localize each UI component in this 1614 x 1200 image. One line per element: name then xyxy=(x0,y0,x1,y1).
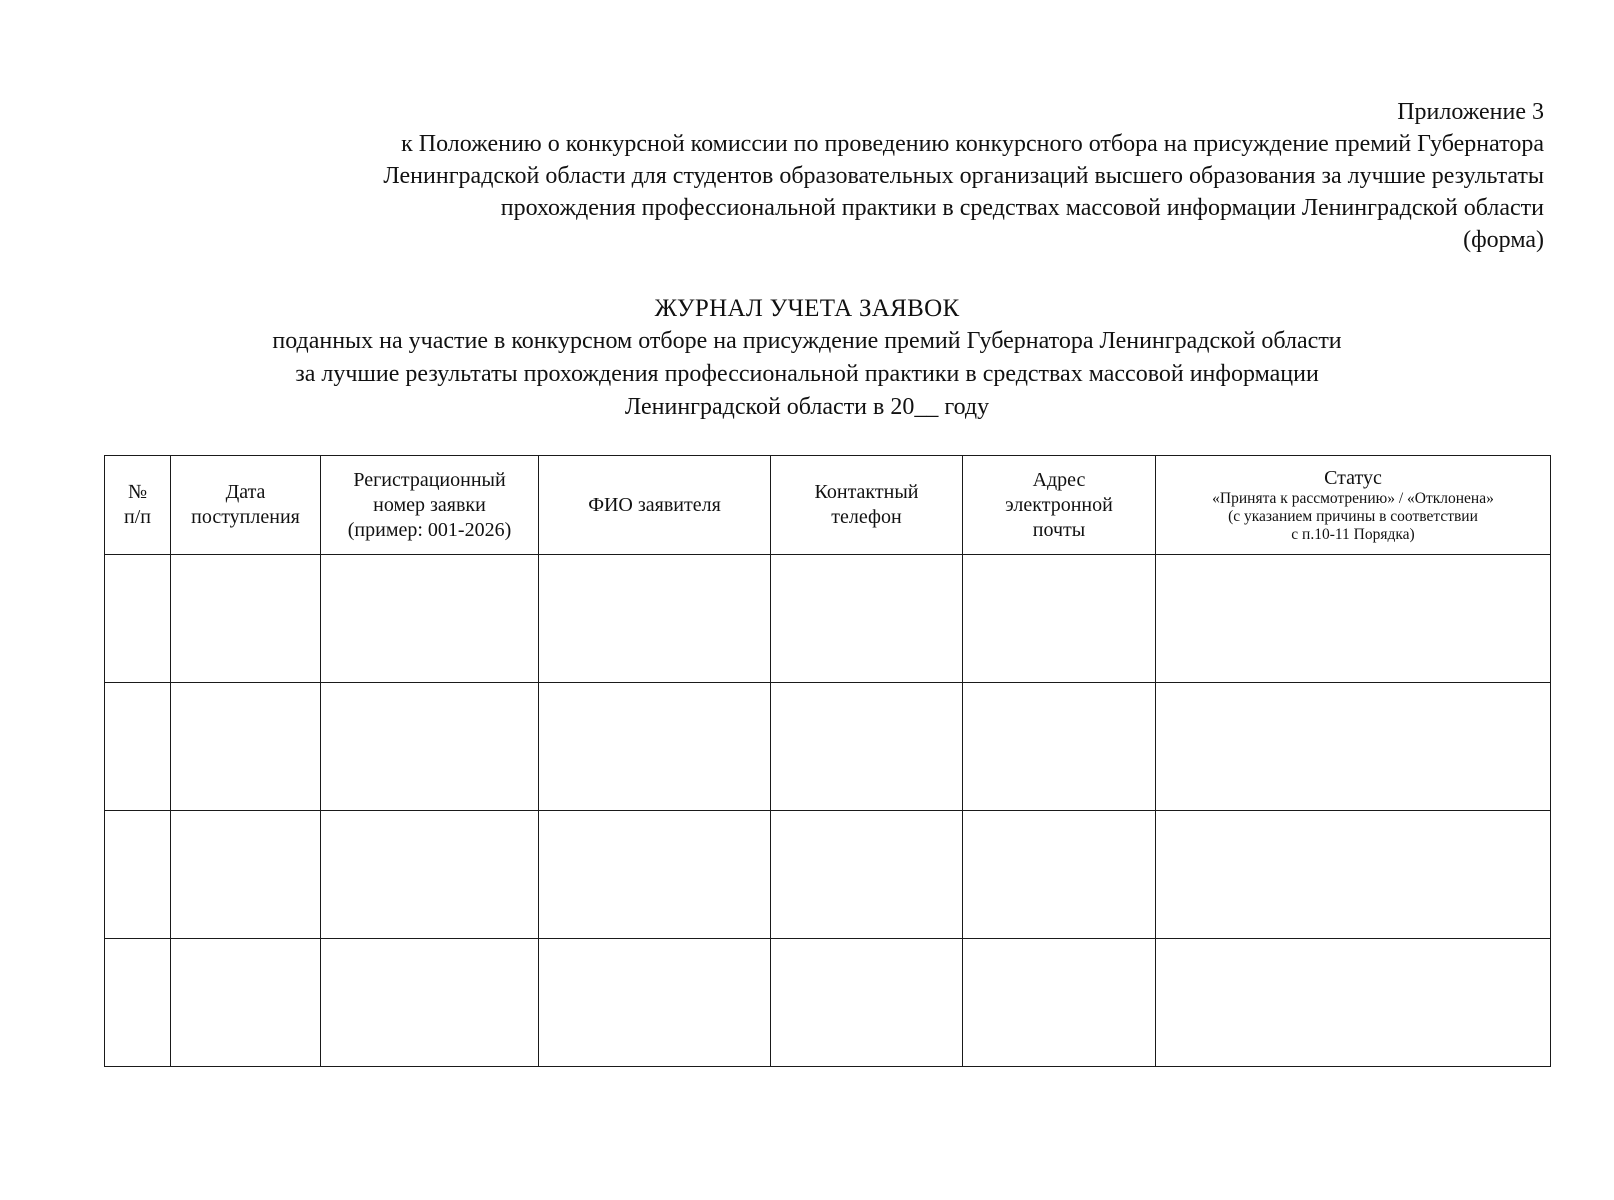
journal-heading xyxy=(0,292,1614,424)
column-header-email xyxy=(963,456,1156,555)
column-header-email-line: электронной xyxy=(1005,493,1113,516)
table-row xyxy=(105,939,1551,1067)
column-header-status-line: (с указанием причины в соответствии xyxy=(1228,507,1478,525)
table-cell[interactable] xyxy=(171,555,321,683)
column-header-date-line: Дата xyxy=(225,481,266,503)
applications-register-table xyxy=(104,455,1551,1067)
column-header-applicant-line: ФИО заявителя xyxy=(588,493,721,516)
column-header-number xyxy=(105,456,171,555)
table-cell[interactable] xyxy=(105,555,171,683)
appendix-reference-line-2: Ленинградской области для студентов образовательных организаций высшего образования за лучшие результаты xyxy=(383,163,1544,189)
table-cell[interactable] xyxy=(1156,811,1551,939)
column-header-date-line: поступления xyxy=(191,506,300,528)
table-cell[interactable] xyxy=(171,683,321,811)
table-cell[interactable] xyxy=(1156,555,1551,683)
column-header-phone-line: Контактный xyxy=(814,481,919,503)
column-header-email-line: почты xyxy=(1032,518,1086,541)
table-cell[interactable] xyxy=(771,939,963,1067)
appendix-header xyxy=(144,96,1544,256)
table-cell[interactable] xyxy=(771,683,963,811)
table-cell[interactable] xyxy=(539,939,771,1067)
table-cell[interactable] xyxy=(963,683,1156,811)
table-cell[interactable] xyxy=(321,683,539,811)
column-header-number-line: № xyxy=(127,481,148,503)
table-cell[interactable] xyxy=(321,939,539,1067)
column-header-phone-line: телефон xyxy=(831,506,902,528)
table-cell[interactable] xyxy=(321,811,539,939)
table-cell[interactable] xyxy=(963,939,1156,1067)
column-header-phone xyxy=(771,456,963,555)
column-header-status-line: «Принята к рассмотрению» / «Отклонена» xyxy=(1212,489,1494,507)
table-cell[interactable] xyxy=(105,683,171,811)
journal-subtitle-line-3: Ленинградской области в 20__ году xyxy=(624,394,990,420)
table-cell[interactable] xyxy=(171,939,321,1067)
table-cell[interactable] xyxy=(963,811,1156,939)
table-cell[interactable] xyxy=(321,555,539,683)
column-header-status-line: с п.10-11 Порядка) xyxy=(1291,525,1415,543)
table-row xyxy=(105,555,1551,683)
table-cell[interactable] xyxy=(539,683,771,811)
table-cell[interactable] xyxy=(105,939,171,1067)
column-header-status xyxy=(1156,456,1551,555)
column-header-registration-number xyxy=(321,456,539,555)
table-cell[interactable] xyxy=(539,811,771,939)
column-header-date xyxy=(171,456,321,555)
column-header-registration-line: (пример: 001-2026) xyxy=(347,518,512,541)
journal-title: ЖУРНАЛ УЧЕТА ЗАЯВОК xyxy=(654,295,960,322)
column-header-applicant-name xyxy=(539,456,771,555)
journal-subtitle-line-1: поданных на участие в конкурсном отборе на присуждение премий Губернатора Ленинградской области xyxy=(272,328,1342,354)
table-cell[interactable] xyxy=(771,555,963,683)
table-cell[interactable] xyxy=(1156,683,1551,811)
table-row xyxy=(105,811,1551,939)
column-header-email-line: Адрес xyxy=(1032,468,1086,491)
appendix-number: Приложение 3 xyxy=(1397,99,1544,125)
journal-subtitle-line-2: за лучшие результаты прохождения профессиональной практики в средствах массовой информации xyxy=(295,361,1319,387)
appendix-form-label: (форма) xyxy=(1463,227,1544,253)
table-cell[interactable] xyxy=(963,555,1156,683)
table-row xyxy=(105,683,1551,811)
table-cell[interactable] xyxy=(105,811,171,939)
column-header-registration-line: Регистрационный xyxy=(353,468,506,491)
table-header-row xyxy=(105,456,1551,555)
column-header-number-line: п/п xyxy=(124,506,151,528)
table-cell[interactable] xyxy=(171,811,321,939)
appendix-reference-line-3: прохождения профессиональной практики в средствах массовой информации Ленинградской области xyxy=(500,195,1544,221)
appendix-reference-line-1: к Положению о конкурсной комиссии по проведению конкурсного отбора на присуждение премий Губернатора xyxy=(401,131,1544,157)
column-header-registration-line: номер заявки xyxy=(373,493,486,516)
column-header-status-title: Статус xyxy=(1324,466,1382,489)
table-cell[interactable] xyxy=(1156,939,1551,1067)
table-cell[interactable] xyxy=(539,555,771,683)
table-cell[interactable] xyxy=(771,811,963,939)
